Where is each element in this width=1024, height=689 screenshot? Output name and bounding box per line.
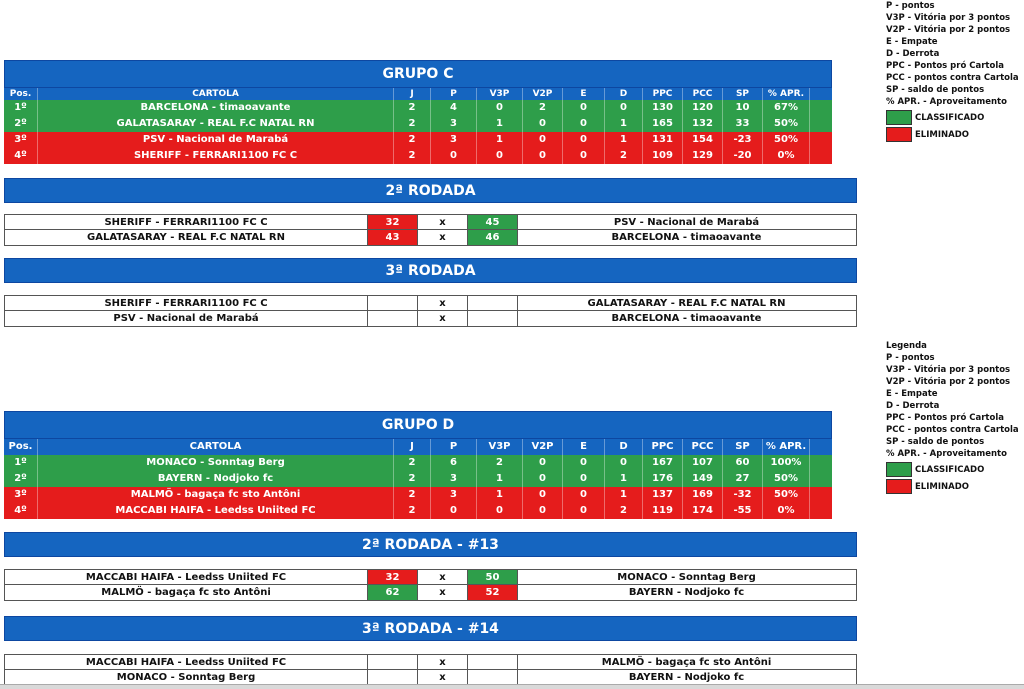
cell-v2p: 0 [523, 455, 563, 471]
match-away-score [468, 296, 518, 310]
cell-pos: 2º [4, 116, 38, 132]
cell-v3p: 1 [477, 132, 523, 148]
cell-j: 2 [394, 132, 431, 148]
table-row [4, 487, 832, 503]
match-home-score: 62 [368, 585, 418, 600]
cell-ppc: 167 [643, 455, 683, 471]
group-d-table [4, 411, 832, 519]
cell-pcc: 107 [683, 455, 723, 471]
cell-d: 0 [605, 455, 643, 471]
header-sp: SP [723, 439, 763, 455]
cell-p: 3 [431, 132, 477, 148]
header-v3p: V3P [477, 439, 523, 455]
cell-ppc: 131 [643, 132, 683, 148]
sheet-tab-bar[interactable] [0, 684, 1024, 689]
cell-pos: 4º [4, 503, 38, 519]
eliminated-label: ELIMINADO [915, 129, 969, 140]
match-away-team: MONACO - Sonntag Berg [617, 572, 756, 583]
cell-sp: -32 [723, 487, 763, 503]
cell-name: MONACO - Sonntag Berg [38, 455, 394, 471]
group-c-table [4, 60, 832, 164]
match-home-team: MACCABI HAIFA - Leedss Uniited FC [5, 570, 368, 584]
classified-label: CLASSIFICADO [915, 464, 985, 475]
table-header [4, 88, 832, 100]
cell-e: 0 [563, 487, 605, 503]
cell-e: 0 [563, 116, 605, 132]
cell-v2p: 0 [523, 148, 563, 164]
cell-e: 0 [563, 471, 605, 487]
header-j: J [394, 439, 431, 455]
table-row [4, 471, 832, 487]
group-c-round2-title: 2ª RODADA [4, 178, 857, 203]
match-versus: x [418, 296, 468, 310]
match-home-team: MONACO - Sonntag Berg [5, 670, 368, 685]
table-row [4, 503, 832, 519]
cell-ppc: 109 [643, 148, 683, 164]
header-name: CARTOLA [38, 88, 394, 100]
cell-p: 0 [431, 148, 477, 164]
cell-v3p: 0 [477, 100, 523, 116]
match-away-score [468, 670, 518, 685]
match-home-score [368, 670, 418, 685]
cell-v2p: 0 [523, 471, 563, 487]
header-name: CARTOLA [38, 439, 394, 455]
cell-pcc: 174 [683, 503, 723, 519]
cell-apr: 67% [763, 100, 810, 116]
cell-apr: 50% [763, 487, 810, 503]
cell-p: 6 [431, 455, 477, 471]
match-row [4, 654, 857, 670]
group-d-title: GRUPO D [4, 411, 832, 439]
cell-ppc: 176 [643, 471, 683, 487]
cell-d: 1 [605, 471, 643, 487]
cell-j: 2 [394, 100, 431, 116]
group-d-round2-title: 2ª RODADA - #13 [4, 532, 857, 557]
header-p: P [431, 439, 477, 455]
legend-classified [886, 110, 1019, 125]
match-home-team: SHERIFF - FERRARI1100 FC C [5, 296, 368, 310]
header-v2p: V2P [523, 88, 563, 100]
legend-line: % APR. - Aproveitamento [886, 449, 1007, 459]
match-row [4, 311, 857, 327]
legend-top [886, 0, 1019, 142]
cell-j: 2 [394, 487, 431, 503]
table-row [4, 116, 832, 132]
match-away-score: 45 [468, 215, 518, 229]
table-row [4, 100, 832, 116]
cell-pos: 1º [4, 455, 38, 471]
match-row [4, 569, 857, 585]
cell-d: 1 [605, 132, 643, 148]
match-home-team: GALATASARAY - REAL F.C NATAL RN [5, 230, 368, 245]
legend-line: PCC - pontos contra Cartola [886, 73, 1019, 83]
cell-j: 2 [394, 148, 431, 164]
cell-d: 2 [605, 148, 643, 164]
cell-pcc: 154 [683, 132, 723, 148]
cell-pos: 3º [4, 487, 38, 503]
classified-swatch [886, 110, 912, 125]
legend-bottom-classified [886, 462, 1019, 477]
cell-v2p: 0 [523, 503, 563, 519]
group-d-rows [4, 455, 832, 519]
cell-d: 2 [605, 503, 643, 519]
cell-name: BARCELONA - timaoavante [38, 100, 394, 116]
match-row [4, 295, 857, 311]
cell-v3p: 1 [477, 116, 523, 132]
group-c-title: GRUPO C [4, 60, 832, 88]
legend-bottom [886, 340, 1019, 494]
group-c-rows [4, 100, 832, 164]
match-home-score [368, 296, 418, 310]
match-home-score [368, 311, 418, 326]
match-versus: x [418, 215, 468, 229]
cell-v2p: 0 [523, 132, 563, 148]
group-c-round3-title: 3ª RODADA [4, 258, 857, 283]
cell-sp: 27 [723, 471, 763, 487]
cell-j: 2 [394, 503, 431, 519]
cell-apr: 0% [763, 148, 810, 164]
cell-pos: 4º [4, 148, 38, 164]
header-pos: Pos. [4, 88, 38, 100]
match-away-team: BARCELONA - timaoavante [611, 232, 762, 243]
header-pcc: PCC [683, 88, 723, 100]
group-d-round3-matches [4, 654, 857, 686]
cell-d: 1 [605, 116, 643, 132]
legend-line: D - Derrota [886, 49, 940, 59]
cell-e: 0 [563, 455, 605, 471]
cell-v3p: 1 [477, 487, 523, 503]
match-away-team: BAYERN - Nodjoko fc [628, 587, 745, 598]
cell-apr: 50% [763, 132, 810, 148]
cell-pcc: 129 [683, 148, 723, 164]
cell-sp: 60 [723, 455, 763, 471]
match-away-team: BAYERN - Nodjoko fc [628, 672, 745, 683]
match-away-team: BARCELONA - timaoavante [611, 313, 762, 324]
match-versus: x [418, 670, 468, 685]
cell-pos: 2º [4, 471, 38, 487]
legend-line: D - Derrota [886, 401, 940, 411]
match-versus: x [418, 655, 468, 669]
header-ppc: PPC [643, 439, 683, 455]
match-away-team: MALMÖ - bagaça fc sto Antôni [601, 657, 772, 668]
legend-line: PCC - pontos contra Cartola [886, 425, 1019, 435]
cell-ppc: 130 [643, 100, 683, 116]
legend-line: V2P - Vitória por 2 pontos [886, 25, 1011, 35]
cell-j: 2 [394, 471, 431, 487]
match-away-team: GALATASARAY - REAL F.C NATAL RN [587, 298, 786, 309]
header-pcc: PCC [683, 439, 723, 455]
legend-line: V3P - Vitória por 3 pontos [886, 13, 1011, 23]
cell-j: 2 [394, 116, 431, 132]
cell-j: 2 [394, 455, 431, 471]
header-ppc: PPC [643, 88, 683, 100]
cell-name: MALMÖ - bagaça fc sto Antôni [38, 487, 394, 503]
cell-pcc: 120 [683, 100, 723, 116]
cell-v3p: 1 [477, 471, 523, 487]
group-c-round3-matches [4, 295, 857, 327]
match-home-score [368, 655, 418, 669]
cell-v3p: 0 [477, 148, 523, 164]
header-d: D [605, 439, 643, 455]
eliminated-swatch [886, 479, 912, 494]
classified-swatch [886, 462, 912, 477]
cell-apr: 50% [763, 471, 810, 487]
cell-v2p: 2 [523, 100, 563, 116]
cell-ppc: 165 [643, 116, 683, 132]
legend-line: PPC - Pontos pró Cartola [886, 413, 1004, 423]
cell-d: 1 [605, 487, 643, 503]
cell-apr: 100% [763, 455, 810, 471]
match-versus: x [418, 585, 468, 600]
cell-e: 0 [563, 503, 605, 519]
legend-line: SP - saldo de pontos [886, 437, 985, 447]
match-versus: x [418, 570, 468, 584]
legend-line: V2P - Vitória por 2 pontos [886, 377, 1011, 387]
header-j: J [394, 88, 431, 100]
legend-top-lines [886, 0, 1019, 108]
cell-e: 0 [563, 100, 605, 116]
match-away-team: PSV - Nacional de Marabá [613, 217, 760, 228]
cell-pcc: 149 [683, 471, 723, 487]
legend-line: P - pontos [886, 353, 935, 363]
cell-pos: 1º [4, 100, 38, 116]
cell-sp: 33 [723, 116, 763, 132]
legend-line: E - Empate [886, 389, 938, 399]
match-away-score: 46 [468, 230, 518, 245]
match-home-team: SHERIFF - FERRARI1100 FC C [5, 215, 368, 229]
cell-v2p: 0 [523, 116, 563, 132]
cell-ppc: 137 [643, 487, 683, 503]
header-apr: % APR. [763, 439, 810, 455]
match-home-score: 32 [368, 570, 418, 584]
cell-sp: -55 [723, 503, 763, 519]
header-sp: SP [723, 88, 763, 100]
match-home-team: MALMÖ - bagaça fc sto Antôni [5, 585, 368, 600]
table-row [4, 148, 832, 164]
match-home-score: 32 [368, 215, 418, 229]
match-home-team: MACCABI HAIFA - Leedss Uniited FC [5, 655, 368, 669]
legend-bottom-eliminated [886, 479, 1019, 494]
cell-v3p: 2 [477, 455, 523, 471]
cell-name: PSV - Nacional de Marabá [38, 132, 394, 148]
cell-pcc: 169 [683, 487, 723, 503]
table-row [4, 455, 832, 471]
legend-bottom-title: Legenda [886, 341, 927, 351]
legend-line: V3P - Vitória por 3 pontos [886, 365, 1011, 375]
header-d: D [605, 88, 643, 100]
match-row [4, 230, 857, 246]
legend-line: PPC - Pontos pró Cartola [886, 61, 1004, 71]
match-away-score: 52 [468, 585, 518, 600]
cell-name: GALATASARAY - REAL F.C NATAL RN [38, 116, 394, 132]
match-row [4, 214, 857, 230]
match-away-score [468, 655, 518, 669]
match-away-score [468, 311, 518, 326]
cell-d: 0 [605, 100, 643, 116]
cell-sp: -20 [723, 148, 763, 164]
group-d-round3-title: 3ª RODADA - #14 [4, 616, 857, 641]
cell-e: 0 [563, 148, 605, 164]
cell-p: 3 [431, 487, 477, 503]
header-v2p: V2P [523, 439, 563, 455]
cell-p: 3 [431, 471, 477, 487]
cell-v3p: 0 [477, 503, 523, 519]
group-c-round2-matches [4, 214, 857, 246]
legend-eliminated [886, 127, 1019, 142]
match-home-score: 43 [368, 230, 418, 245]
header-p: P [431, 88, 477, 100]
cell-p: 4 [431, 100, 477, 116]
table-header [4, 439, 832, 455]
eliminated-label: ELIMINADO [915, 481, 969, 492]
table-row [4, 132, 832, 148]
cell-apr: 50% [763, 116, 810, 132]
cell-p: 3 [431, 116, 477, 132]
header-e: E [563, 88, 605, 100]
cell-sp: -23 [723, 132, 763, 148]
classified-label: CLASSIFICADO [915, 112, 985, 123]
header-pos: Pos. [4, 439, 38, 455]
cell-p: 0 [431, 503, 477, 519]
cell-apr: 0% [763, 503, 810, 519]
cell-v2p: 0 [523, 487, 563, 503]
cell-pcc: 132 [683, 116, 723, 132]
match-versus: x [418, 230, 468, 245]
match-away-score: 50 [468, 570, 518, 584]
cell-name: MACCABI HAIFA - Leedss Uniited FC [38, 503, 394, 519]
header-apr: % APR. [763, 88, 810, 100]
cell-name: SHERIFF - FERRARI1100 FC C [38, 148, 394, 164]
cell-ppc: 119 [643, 503, 683, 519]
legend-line: % APR. - Aproveitamento [886, 97, 1007, 107]
cell-e: 0 [563, 132, 605, 148]
header-e: E [563, 439, 605, 455]
legend-line: P - pontos [886, 1, 935, 11]
match-row [4, 585, 857, 601]
cell-name: BAYERN - Nodjoko fc [38, 471, 394, 487]
legend-bottom-lines [886, 352, 1019, 460]
header-v3p: V3P [477, 88, 523, 100]
cell-pos: 3º [4, 132, 38, 148]
cell-sp: 10 [723, 100, 763, 116]
eliminated-swatch [886, 127, 912, 142]
group-d-round2-matches [4, 569, 857, 601]
legend-line: SP - saldo de pontos [886, 85, 985, 95]
match-versus: x [418, 311, 468, 326]
match-home-team: PSV - Nacional de Marabá [5, 311, 368, 326]
legend-line: E - Empate [886, 37, 938, 47]
